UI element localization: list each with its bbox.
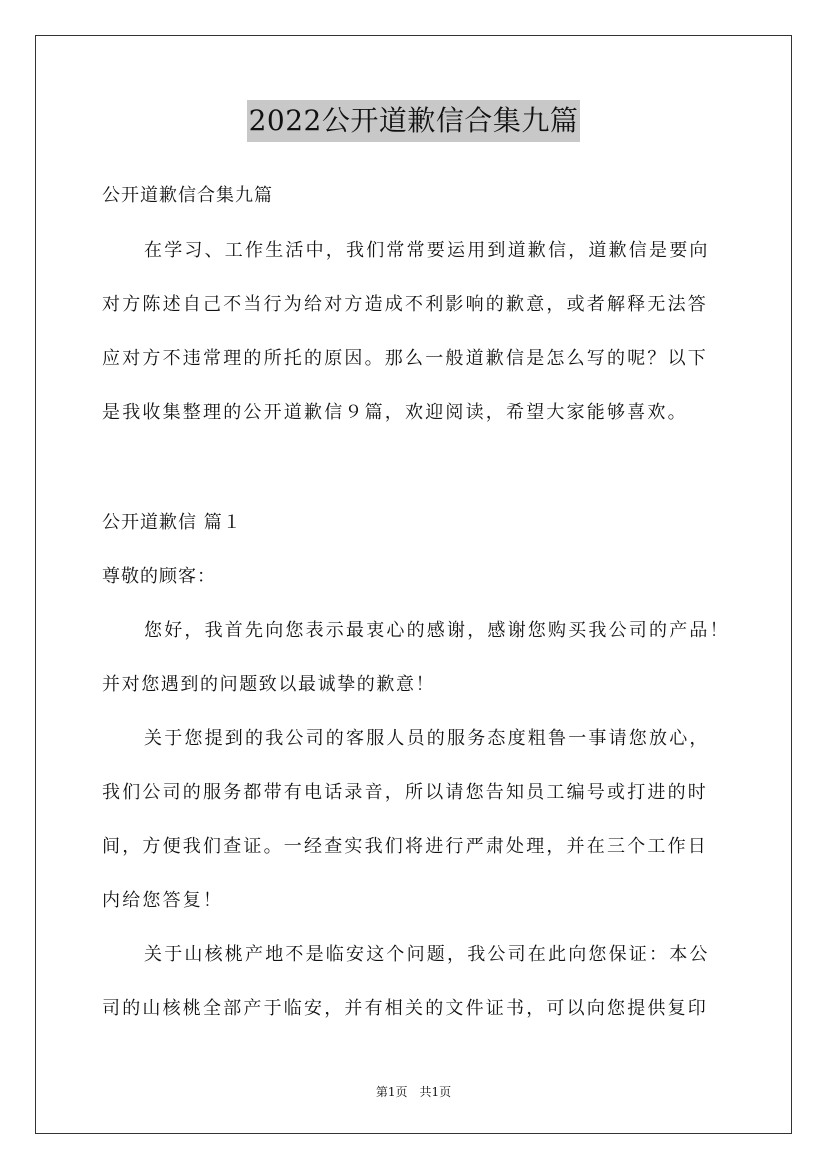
page-number-footer: 第1页 共1页: [375, 1085, 452, 1099]
body-line: 关于您提到的我公司的客服人员的服务态度粗鲁一事请您放心，: [144, 728, 710, 749]
title-container: [0, 100, 827, 142]
intro-line: 应对方不违常理的所托的原因。那么一般道歉信是怎么写的呢？以下: [102, 348, 708, 369]
salutation: 尊敬的顾客：: [102, 566, 216, 587]
body-line: 您好，我首先向您表示最衷心的感谢，感谢您购买我公司的产品！: [144, 620, 730, 641]
intro-line: 在学习、工作生活中，我们常常要运用到道歉信，道歉信是要向: [144, 240, 710, 261]
body-line: 关于山核桃产地不是临安这个问题，我公司在此向您保证：本公: [144, 944, 710, 965]
intro-line: 对方陈述自己不当行为给对方造成不利影响的歉意，或者解释无法答: [102, 294, 708, 315]
intro-line: 是我收集整理的公开道歉信９篇，欢迎阅读，希望大家能够喜欢。: [102, 402, 688, 423]
subtitle: 公开道歉信合集九篇: [102, 185, 273, 206]
section-heading: 公开道歉信 篇１: [102, 512, 242, 533]
body-line: 我们公司的服务都带有电话录音，所以请您告知员工编号或打进的时: [102, 782, 708, 803]
body-line: 内给您答复！: [102, 890, 224, 911]
body-line: 司的山核桃全部产于临安，并有相关的文件证书，可以向您提供复印: [102, 998, 708, 1019]
body-line: 并对您遇到的问题致以最诚挚的歉意！: [102, 674, 436, 695]
document-title: 2022公开道歉信合集九篇: [247, 100, 581, 142]
body-line: 间，方便我们查证。一经查实我们将进行严肃处理，并在三个工作日: [102, 836, 708, 857]
